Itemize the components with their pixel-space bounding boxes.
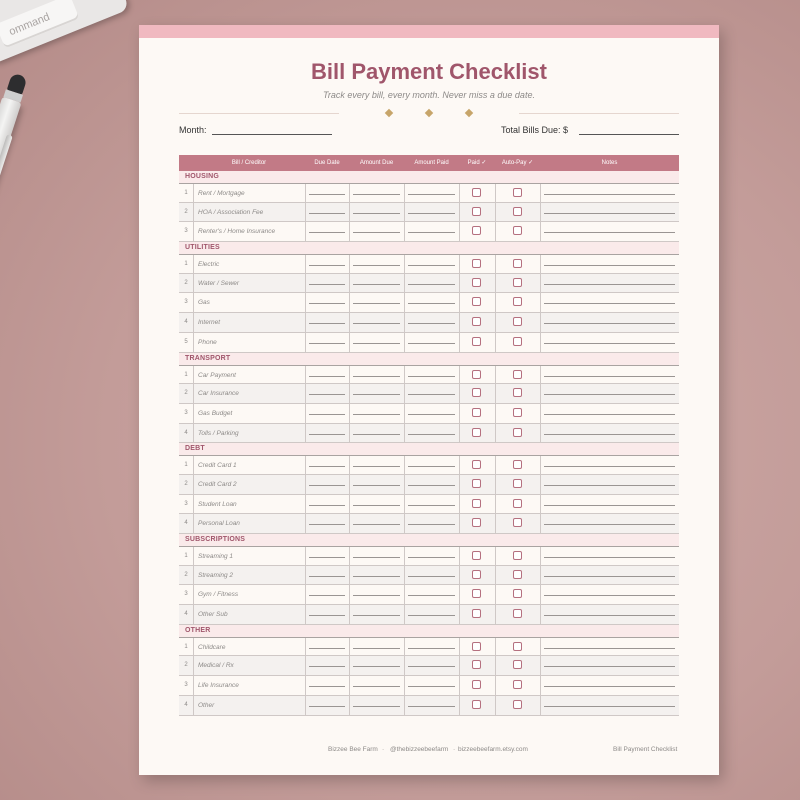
notes-field[interactable]: [544, 466, 675, 467]
due-date-field[interactable]: [309, 232, 345, 233]
amount-due-field[interactable]: [353, 524, 400, 525]
row-number: 1: [184, 261, 188, 268]
table-row: [179, 495, 679, 515]
section-rows: [179, 183, 679, 242]
amount-paid-field[interactable]: [408, 648, 455, 649]
paid-checkbox[interactable]: [472, 660, 481, 669]
amount-paid-field[interactable]: [408, 524, 455, 525]
due-date-field[interactable]: [309, 505, 345, 506]
row-number: 3: [184, 228, 188, 235]
table-row: [179, 203, 679, 223]
stylus-pen: [0, 66, 49, 341]
due-date-field[interactable]: [309, 284, 345, 285]
amount-paid-field[interactable]: [408, 323, 455, 324]
row-number: 2: [184, 571, 188, 578]
due-date-field[interactable]: [309, 343, 345, 344]
due-date-field[interactable]: [309, 666, 345, 667]
bill-name: Credit Card 2: [198, 480, 237, 488]
row-number: 4: [184, 520, 188, 527]
notes-field[interactable]: [544, 595, 675, 596]
autopay-checkbox[interactable]: [513, 479, 522, 488]
autopay-checkbox[interactable]: [513, 317, 522, 326]
paid-checkbox[interactable]: [472, 479, 481, 488]
bill-name: Other: [198, 701, 215, 709]
table-row: [179, 455, 679, 475]
table-row: [179, 365, 679, 385]
bill-name: Streaming 2: [198, 571, 234, 579]
paid-checkbox[interactable]: [472, 337, 481, 346]
table-row: [179, 333, 679, 353]
row-number: 1: [184, 643, 188, 650]
paid-checkbox[interactable]: [472, 370, 481, 379]
amount-paid-field[interactable]: [408, 194, 455, 195]
amount-due-field[interactable]: [353, 376, 400, 377]
autopay-checkbox[interactable]: [513, 570, 522, 579]
table-row: [179, 254, 679, 274]
notes-field[interactable]: [544, 615, 675, 616]
due-date-field[interactable]: [309, 213, 345, 214]
table-row: [179, 293, 679, 313]
diamond-icon: [425, 109, 433, 117]
amount-paid-field[interactable]: [408, 303, 455, 304]
row-number: 2: [184, 279, 188, 286]
amount-paid-field[interactable]: [408, 376, 455, 377]
row-number: 3: [184, 591, 188, 598]
table-row: [179, 605, 679, 625]
table-row: [179, 404, 679, 424]
notes-field[interactable]: [544, 485, 675, 486]
notes-field[interactable]: [544, 394, 675, 395]
due-date-field[interactable]: [309, 686, 345, 687]
autopay-checkbox[interactable]: [513, 660, 522, 669]
diamond-icon: [385, 109, 393, 117]
notes-field[interactable]: [544, 303, 675, 304]
col-amount-paid-header: Amount Paid: [414, 160, 449, 166]
table-row: [179, 637, 679, 657]
amount-paid-field[interactable]: [408, 284, 455, 285]
amount-due-field[interactable]: [353, 615, 400, 616]
notes-field[interactable]: [544, 576, 675, 577]
paid-checkbox[interactable]: [472, 226, 481, 235]
due-date-field[interactable]: [309, 595, 345, 596]
row-number: 2: [184, 390, 188, 397]
autopay-checkbox[interactable]: [513, 642, 522, 651]
amount-paid-field[interactable]: [408, 232, 455, 233]
bill-name: Other Sub: [198, 611, 228, 619]
notes-field[interactable]: [544, 666, 675, 667]
bill-name: Streaming 1: [198, 553, 234, 560]
due-date-field[interactable]: [309, 194, 345, 195]
amount-due-field[interactable]: [353, 505, 400, 506]
paid-checkbox[interactable]: [472, 259, 481, 268]
section-header: DEBT: [179, 443, 679, 455]
amount-due-field[interactable]: [353, 485, 400, 486]
keyboard: [0, 0, 130, 65]
divider-left: [179, 113, 339, 114]
amount-due-field[interactable]: [353, 194, 400, 195]
total-bills-label: Total Bills Due: $: [501, 125, 569, 135]
bill-name: Tolls / Parking: [198, 429, 239, 437]
notes-field[interactable]: [544, 706, 675, 707]
table-row: [179, 546, 679, 566]
due-date-field[interactable]: [309, 323, 345, 324]
bill-name: Life Insurance: [198, 682, 239, 690]
col-amount-due-header: Amount Due: [359, 160, 394, 166]
amount-paid-field[interactable]: [408, 265, 455, 266]
paid-checkbox[interactable]: [472, 570, 481, 579]
paid-checkbox[interactable]: [472, 297, 481, 306]
table-row: [179, 585, 679, 605]
autopay-checkbox[interactable]: [513, 609, 522, 618]
amount-due-field[interactable]: [353, 666, 400, 667]
amount-paid-field[interactable]: [408, 414, 455, 415]
row-number: 2: [184, 480, 188, 487]
section-header: TRANSPORT: [179, 353, 679, 365]
table-row: [179, 676, 679, 696]
due-date-field[interactable]: [309, 434, 345, 435]
row-number: 4: [184, 429, 188, 436]
table-row: [179, 656, 679, 676]
total-bills-field[interactable]: [579, 134, 679, 135]
autopay-checkbox[interactable]: [513, 518, 522, 527]
table-row: [179, 514, 679, 534]
table-header: [179, 155, 679, 171]
autopay-checkbox[interactable]: [513, 428, 522, 437]
section-header: SUBSCRIPTIONS: [179, 534, 679, 546]
row-number: 3: [184, 682, 188, 689]
section-rows: [179, 365, 679, 444]
autopay-checkbox[interactable]: [513, 207, 522, 216]
row-number: 4: [184, 319, 188, 326]
section-rows: [179, 254, 679, 352]
amount-due-field[interactable]: [353, 557, 400, 558]
row-number: 2: [184, 662, 188, 669]
bill-name: Gas Budget: [198, 409, 233, 417]
amount-due-field[interactable]: [353, 706, 400, 707]
paid-checkbox[interactable]: [472, 589, 481, 598]
paid-checkbox[interactable]: [472, 609, 481, 618]
top-color-bar: [139, 25, 719, 38]
bill-name: Rent / Mortgage: [198, 190, 245, 197]
amount-due-field[interactable]: [353, 434, 400, 435]
due-date-field[interactable]: [309, 376, 345, 377]
bill-name: Electric: [198, 261, 220, 269]
amount-paid-field[interactable]: [408, 394, 455, 395]
row-number: 3: [184, 409, 188, 416]
table-row: [179, 222, 679, 242]
paid-checkbox[interactable]: [472, 551, 481, 560]
bill-name: Car Insurance: [198, 390, 239, 398]
table-body: [179, 171, 679, 716]
footer-doc-name: Bill Payment Checklist: [613, 746, 678, 753]
row-number: 3: [184, 500, 188, 507]
table-row: [179, 313, 679, 333]
page-title: Bill Payment Checklist: [311, 59, 547, 84]
amount-paid-field[interactable]: [408, 485, 455, 486]
table-row: [179, 274, 679, 294]
amount-due-field[interactable]: [353, 303, 400, 304]
col-due-date-header: Due Date: [314, 160, 340, 166]
bill-name: Internet: [198, 319, 221, 327]
table-row: [179, 384, 679, 404]
amount-paid-field[interactable]: [408, 615, 455, 616]
autopay-checkbox[interactable]: [513, 226, 522, 235]
autopay-checkbox[interactable]: [513, 680, 522, 689]
autopay-checkbox[interactable]: [513, 388, 522, 397]
paid-checkbox[interactable]: [472, 317, 481, 326]
due-date-field[interactable]: [309, 265, 345, 266]
section-rows: [179, 637, 679, 716]
divider-right: [519, 113, 679, 114]
paid-checkbox[interactable]: [472, 408, 481, 417]
bill-name: Gas: [198, 299, 210, 307]
checklist-sheet: Bill Payment Checklist Track every bill, every month. Never miss a due date. Month: Total Bills Due: $ Bill / Creditor Due Date Amount Due Amount Paid Paid ✓ Auto-Pay ✓ Notes HOUSING 1 Rent / Mortgage 2 HOA / Association Fee 3 Renter's / Home Insurance UTILITIES 1 Electric 2 Water / Sewer 3 Gas 4 Internet 5 Phone TRANSPORT 1 Car Payment 2 Car Insurance 3 Gas Budget 4 Tolls / Parking DEBT 1 Credit Card 1 2 Credit Card 2 3 Student Loan 4 Personal Loan SUBSCRIPTIONS 1 Streaming 1 2 Streaming 2 3 Gym / Fitness 4 Other Sub OTHER 1 Childcare 2 Medical / Rx 3 Life Insurance 4 Other Bizzee Bee Farm · @thebizzeebeefarm · bizzeebeefarm.etsy.com Bill Payment Checklist: [139, 25, 719, 775]
paid-checkbox[interactable]: [472, 518, 481, 527]
table-row: [179, 183, 679, 203]
notes-field[interactable]: [544, 505, 675, 506]
notes-field[interactable]: [544, 265, 675, 266]
autopay-checkbox[interactable]: [513, 499, 522, 508]
table-row: [179, 566, 679, 586]
amount-due-field[interactable]: [353, 414, 400, 415]
month-label: Month:: [179, 125, 207, 135]
autopay-checkbox[interactable]: [513, 297, 522, 306]
row-number: 1: [184, 190, 188, 196]
amount-paid-field[interactable]: [408, 213, 455, 214]
row-number: 1: [184, 371, 188, 378]
paid-checkbox[interactable]: [472, 207, 481, 216]
amount-due-field[interactable]: [353, 595, 400, 596]
bill-name: Childcare: [198, 643, 226, 651]
paid-checkbox[interactable]: [472, 680, 481, 689]
row-number: 3: [184, 299, 188, 306]
due-date-field[interactable]: [309, 394, 345, 395]
autopay-checkbox[interactable]: [513, 259, 522, 268]
bill-name: Water / Sewer: [198, 279, 240, 287]
row-number: 5: [184, 338, 188, 345]
autopay-checkbox[interactable]: [513, 278, 522, 287]
section-header: UTILITIES: [179, 242, 679, 254]
table-row: [179, 424, 679, 444]
table-row: [179, 696, 679, 716]
due-date-field[interactable]: [309, 615, 345, 616]
amount-paid-field[interactable]: [408, 666, 455, 667]
amount-due-field[interactable]: [353, 323, 400, 324]
due-date-field[interactable]: [309, 648, 345, 649]
amount-paid-field[interactable]: [408, 686, 455, 687]
bill-name: Student Loan: [198, 500, 237, 508]
autopay-checkbox[interactable]: [513, 551, 522, 560]
notes-field[interactable]: [544, 524, 675, 525]
amount-paid-field[interactable]: [408, 434, 455, 435]
bill-name: Gym / Fitness: [198, 591, 239, 599]
footer-shop: bizzeebeefarm.etsy.com: [458, 746, 528, 753]
autopay-checkbox[interactable]: [513, 700, 522, 709]
row-number: 1: [184, 553, 188, 559]
paid-checkbox[interactable]: [472, 700, 481, 709]
section-rows: [179, 546, 679, 625]
row-number: 1: [184, 462, 188, 469]
amount-due-field[interactable]: [353, 686, 400, 687]
notes-field[interactable]: [544, 557, 675, 558]
row-number: 4: [184, 611, 188, 618]
paid-checkbox[interactable]: [472, 188, 481, 197]
notes-field[interactable]: [544, 376, 675, 377]
due-date-field[interactable]: [309, 485, 345, 486]
page-subtitle: Track every bill, every month. Never miss a due date.: [323, 90, 535, 100]
notes-field[interactable]: [544, 323, 675, 324]
table-row: [179, 475, 679, 495]
notes-field[interactable]: [544, 648, 675, 649]
amount-paid-field[interactable]: [408, 505, 455, 506]
amount-due-field[interactable]: [353, 648, 400, 649]
notes-field[interactable]: [544, 343, 675, 344]
footer-handle: @thebizzeebeefarm: [390, 746, 449, 753]
notes-field[interactable]: [544, 414, 675, 415]
bill-name: HOA / Association Fee: [198, 208, 264, 216]
row-number: 4: [184, 701, 188, 708]
diamond-icon: [465, 109, 473, 117]
amount-paid-field[interactable]: [408, 343, 455, 344]
due-date-field[interactable]: [309, 466, 345, 467]
col-bill-header: Bill / Creditor: [231, 160, 267, 166]
autopay-checkbox[interactable]: [513, 370, 522, 379]
paid-checkbox[interactable]: [472, 388, 481, 397]
amount-due-field[interactable]: [353, 343, 400, 344]
amount-paid-field[interactable]: [408, 706, 455, 707]
due-date-field[interactable]: [309, 414, 345, 415]
bill-name: Personal Loan: [198, 520, 240, 528]
paid-checkbox[interactable]: [472, 460, 481, 469]
amount-paid-field[interactable]: [408, 595, 455, 596]
amount-paid-field[interactable]: [408, 557, 455, 558]
footer-brand: Bizzee Bee Farm: [328, 746, 378, 753]
paid-checkbox[interactable]: [472, 278, 481, 287]
section-rows: [179, 455, 679, 534]
due-date-field[interactable]: [309, 303, 345, 304]
amount-due-field[interactable]: [353, 213, 400, 214]
notes-field[interactable]: [544, 213, 675, 214]
amount-due-field[interactable]: [353, 265, 400, 266]
section-header: HOUSING: [179, 171, 679, 183]
section-header: OTHER: [179, 625, 679, 637]
amount-due-field[interactable]: [353, 576, 400, 577]
bill-name: Phone: [198, 338, 217, 346]
autopay-checkbox[interactable]: [513, 188, 522, 197]
amount-due-field[interactable]: [353, 232, 400, 233]
amount-due-field[interactable]: [353, 284, 400, 285]
autopay-checkbox[interactable]: [513, 408, 522, 417]
due-date-field[interactable]: [309, 557, 345, 558]
month-field[interactable]: [212, 134, 332, 135]
bill-table: [179, 155, 679, 716]
amount-due-field[interactable]: [353, 466, 400, 467]
col-autopay-header: Auto-Pay ✓: [501, 160, 534, 166]
notes-field[interactable]: [544, 434, 675, 435]
bill-name: Medical / Rx: [198, 662, 234, 670]
notes-field[interactable]: [544, 232, 675, 233]
bill-name: Credit Card 1: [198, 462, 237, 470]
col-paid-header: Paid ✓: [467, 160, 487, 166]
bill-name: Renter's / Home Insurance: [198, 228, 276, 236]
paid-checkbox[interactable]: [472, 499, 481, 508]
keyboard-key: ommand: [0, 0, 79, 48]
amount-due-field[interactable]: [353, 394, 400, 395]
notes-field[interactable]: [544, 686, 675, 687]
due-date-field[interactable]: [309, 706, 345, 707]
notes-field[interactable]: [544, 284, 675, 285]
bill-name: Car Payment: [198, 371, 236, 379]
amount-paid-field[interactable]: [408, 576, 455, 577]
paid-checkbox[interactable]: [472, 428, 481, 437]
autopay-checkbox[interactable]: [513, 337, 522, 346]
amount-paid-field[interactable]: [408, 466, 455, 467]
row-number: 2: [184, 208, 188, 215]
pen-clip: [0, 134, 13, 231]
col-notes-header: Notes: [601, 160, 618, 166]
due-date-field[interactable]: [309, 524, 345, 525]
due-date-field[interactable]: [309, 576, 345, 577]
autopay-checkbox[interactable]: [513, 589, 522, 598]
notes-field[interactable]: [544, 194, 675, 195]
paid-checkbox[interactable]: [472, 642, 481, 651]
autopay-checkbox[interactable]: [513, 460, 522, 469]
